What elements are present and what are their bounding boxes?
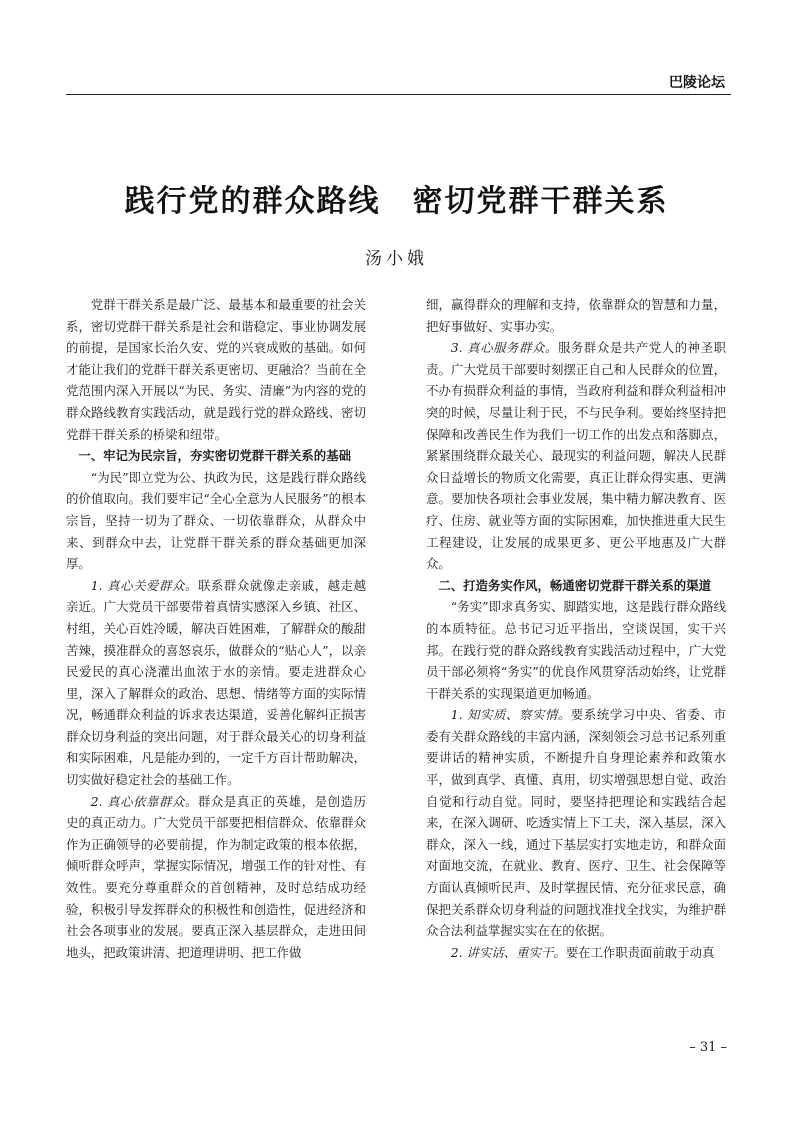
journal-section-label: 巴陵论坛 xyxy=(669,75,725,91)
article-title: 践行党的群众路线 密切党群干群关系 xyxy=(124,184,669,219)
paragraph xyxy=(426,337,726,575)
paragraph xyxy=(426,942,726,964)
subpoint-text: 群众是真正的英雄，是创造历史的真正动力。广大党员干部要把相信群众、依靠群众作为正确领导的必要前提，作为制定政策的根本依据，倾听群众呼声，掌握实际情况，增强工作的针对性、有效性。要充分尊重群众的首创精神，及时总结成功经验，积极引导发挥群众的积极性和创造性，促进经济和社会各项事业的发展。要真正深入基层群众，走进田间地头，把政策讲清、把道理讲明、把工作做 xyxy=(66,793,367,960)
page-number: – 31 – xyxy=(689,1040,727,1055)
paragraph: 细，赢得群众的理解和支持，依靠群众的智慧和力量，把好事做好、实事办实。 xyxy=(426,297,726,334)
subpoint-lead: 2. 讲实话、重实干。 xyxy=(450,944,566,960)
subpoint-text: 要系统学习中央、省委、市委有关群众路线的丰富内涵，深刻领会习总书记系列重要讲话的精神实质，不断提升自身理论素养和政策水平，做到真学、真懂、真用，切实增强思想自觉、政治自觉和行动自觉。同时，要坚持把理论和实践结合起来，在深入调研、吃透实情上下工夫，深入基层，深入群众，深入一线，通过下基层实打实地走访，和群众面对面地交流，在就业、教育、医疗、卫生、社会保障等方面认真倾听民声、及时掌握民情、充分征求民意，确保把关系群众切身利益的问题找准找全找实，为维护群众合法利益掌握实实在在的依据。 xyxy=(426,707,727,939)
subpoint-lead: 3. 真心服务群众。 xyxy=(450,340,558,356)
paragraph xyxy=(66,791,366,964)
left-column xyxy=(66,294,366,963)
subpoint-text: 服务群众是共产党人的神圣职责。广大党员干部要时刻摆正自己和人民群众的位置，不办有损群众利益的事情，当政府利益和群众利益相冲突的时候，尽量让利于民，不与民争利。要始终坚持把保障和改善民生作为我们一切工作的出发点和落脚点，紧紧围绕群众最关心、最现实的利益问题，解决人民群众日益增长的物质文化需要，真正让群众得实惠、更满意。要加快各项社会事业发展，集中精力解决教育、医疗、住房、就业等方面的实际困难，加快推进重大民生工程建设，让发展的成果更多、更公平地惠及广大群众。 xyxy=(426,340,727,572)
right-column xyxy=(426,294,726,963)
paragraph: “为民”即立党为公、执政为民，这是践行群众路线的价值取向。我们要牢记“全心全意为人民服务”的根本宗旨，坚持一切为了群众、一切依靠群众，从群众中来、到群众中去，让党群干群关系的群众基础更加深厚。 xyxy=(66,469,366,572)
paragraph xyxy=(426,704,726,942)
subpoint-lead: 2. 真心依靠群众。 xyxy=(90,793,198,809)
paragraph: 党群干群关系是最广泛、最基本和最重要的社会关系，密切党群干群关系是社会和谐稳定、事业协调发展的前提，是国家长治久安、党的兴衰成败的基础。如何才能让我们的党群干群关系更密切、更融洽？当前在全党范围内深入开展以“为民、务实、清廉”为内容的党的群众路线教育实践活动，就是践行党的群众路线、密切党群干群关系的桥梁和纽带。 xyxy=(66,297,366,442)
paragraph: “务实”即求真务实、脚踏实地，这是践行群众路线的本质特征。总书记习近平指出，空谈误国，实干兴邦。在践行党的群众路线教育实践活动过程中，广大党员干部必须将“务实”的优良作风贯穿活动始终，让党群干群关系的实现渠道更加畅通。 xyxy=(426,599,726,701)
article-author: 汤小娥 xyxy=(365,249,428,269)
section-heading: 二、打造务实作风，畅通密切党群干群关系的渠道 xyxy=(438,577,711,593)
subpoint-text: 联系群众就像走亲戚，越走越亲近。广大党员干部要带着真情实感深入乡镇、社区、村组，关心百姓冷暖，解决百姓困难，了解群众的酸甜苦辣，摸准群众的喜怒哀乐，做群众的“贴心人”，以亲民爱民的真心浇灌出血浓于水的亲情。要走进群众心里，深入了解群众的政治、思想、情绪等方面的实际情况，畅通群众利益的诉求表达渠道，妥善化解纠正损害群众切身利益的突出问题，对于群众最关心的切身利益和实际困难，凡是能办到的，一定千方百计帮助解决，切实做好稳定社会的基础工作。 xyxy=(66,577,367,788)
section-heading: 一、牢记为民宗旨，夯实密切党群干群关系的基础 xyxy=(78,448,351,464)
header-divider xyxy=(66,94,731,95)
subpoint-text: 要在工作职责面前敢于动真 xyxy=(565,944,715,960)
paragraph xyxy=(66,575,366,791)
subpoint-lead: 1. 知实质、察实情。 xyxy=(450,707,571,723)
subpoint-lead: 1. 真心关爱群众。 xyxy=(90,577,198,593)
